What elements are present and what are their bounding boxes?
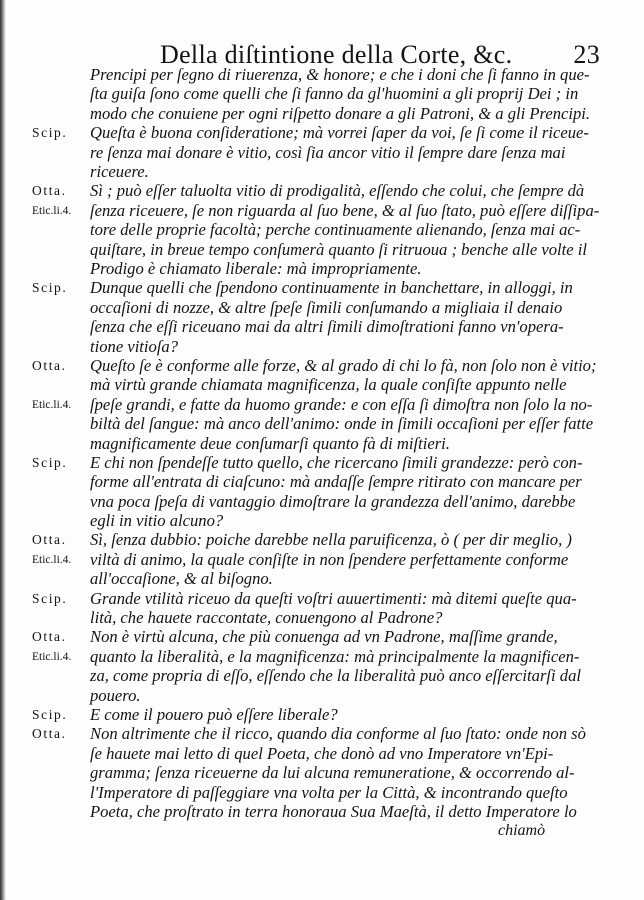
text-line: forme all'entrata di ciaſcuno: mà andaſſe ſempre ritirato con mancare per xyxy=(90,472,582,491)
text-line: za, come propria di eſſo, eſſendo che la liberalità può anco eſſercitarſi dal xyxy=(90,666,581,685)
text-line: egli in vitio alcuno? xyxy=(90,511,224,530)
margin-reference: Etic.li.4. xyxy=(32,205,72,217)
speaker-label: Scip. xyxy=(32,125,68,140)
text-line: Non è virtù alcuna, che più conuenga ad vn Padrone, maſſime grande, xyxy=(90,627,558,646)
speaker-label: Scip. xyxy=(32,707,68,722)
catchword: chiamò xyxy=(498,822,546,839)
text-line: vna poca ſpeſa di vantaggio dimoſtrare la grandezza dell'animo, darebbe xyxy=(90,492,576,511)
speaker-label: Otta. xyxy=(32,532,67,547)
text-line: E chi non ſpendeſſe tutto quello, che ricercano ſimili grandezze: però con- xyxy=(90,453,583,472)
text-line: quanto la liberalità, e la magnificenza: mà principalmente la magnificen- xyxy=(90,647,580,666)
text-line: occaſioni di nozze, & altre ſpeſe ſimili conſumando a migliaia il denaio xyxy=(90,298,563,317)
text-line: l'Imperatore di paſſeggiare vna volta per la Città, & incontrando queſto xyxy=(90,783,568,802)
text-line: gramma; ſenza riceuerne da lui alcuna remuneratione, & occorrendo al- xyxy=(90,763,575,782)
binding-shadow xyxy=(0,0,6,900)
text-line: Non altrimente che il ricco, quando dia conforme al ſuo ſtato: onde non sò xyxy=(90,724,586,743)
margin-reference: Etic.li.4. xyxy=(32,399,72,411)
text-line: E come il pouero può eſſere liberale? xyxy=(90,705,338,724)
text-line: tione vitioſa? xyxy=(90,337,179,356)
text-line: Queſta è buona conſideratione; mà vorrei ſaper da voi, ſe ſi come il riceue- xyxy=(90,123,589,142)
text-line: ſenza riceuere, ſe non riguarda al ſuo bene, & al ſuo ſtato, può eſſere diſſipa- xyxy=(90,201,600,220)
text-line: re ſenza mai donare è vitio, così ſia ancor vitio il ſempre dare ſenza mai xyxy=(90,143,566,162)
speaker-label: Scip. xyxy=(32,591,68,606)
text-line: ſpeſe grandi, e fatte da huomo grande: e con eſſa ſi dimoſtra non ſolo la no- xyxy=(90,395,593,414)
speaker-label: Otta. xyxy=(32,629,67,644)
text-line: magnificamente deue conſumarſi quanto fà di miſtieri. xyxy=(90,434,450,453)
text-line: Prencipi per ſegno di riuerenza, & honore; e che i doni che ſi fanno in que- xyxy=(90,65,590,84)
text-line: ſe hauete mai letto di quel Poeta, che donò ad vno Imperatore vn'Epi- xyxy=(90,744,554,763)
running-title: Della diſtintione della Corte, &c. xyxy=(160,40,513,69)
text-line: Queſto ſe è conforme alle forze, & al grado di chi lo fà, non ſolo non è vitio; xyxy=(90,356,597,375)
speaker-label: Otta. xyxy=(32,358,67,373)
page-number: 23 xyxy=(573,40,600,69)
margin-reference: Etic.li.4. xyxy=(32,554,72,566)
text-line: Grande vtilità riceuo da queſti voſtri auuertimenti: mà ditemi queſte qua- xyxy=(90,589,577,608)
text-line: tore delle proprie facoltà; perche continuamente alienando, ſenza mai ac- xyxy=(90,220,581,239)
text-line: Sì ; può eſſer taluolta vitio di prodigalità, eſſendo che colui, che ſempre dà xyxy=(90,181,585,200)
text-line: Poeta, che proſtrato in terra honoraua Sua Maeſtà, il detto Imperatore lo xyxy=(90,802,577,821)
text-line: viltà di animo, la quale conſiſte in non ſpendere perfettamente conforme xyxy=(90,550,569,569)
text-line: all'occaſione, & al biſogno. xyxy=(90,569,273,588)
text-line: biltà del ſangue: mà anco dell'animo: onde in ſimili occaſioni per eſſer fatte xyxy=(90,414,594,433)
text-line: mà virtù grande chiamata magnificenza, la quale conſiſte appunto nelle xyxy=(90,375,567,394)
speaker-label: Otta. xyxy=(32,726,67,741)
text-line: Prodigo è chiamato liberale: mà impropriamente. xyxy=(90,259,422,278)
text-line: pouero. xyxy=(90,686,141,705)
text-line: ſenza che eſſi riceuano mai da altri ſimili dimoſtrationi fanno vn'opera- xyxy=(90,317,564,336)
speaker-label: Otta. xyxy=(32,183,67,198)
text-line: Sì, ſenza dubbio: poiche darebbe nella paruificenza, ò ( per dir meglio, ) xyxy=(90,530,572,549)
margin-reference: Etic.li.4. xyxy=(32,651,72,663)
text-line: modo che conuiene per ogni riſpetto donare a gli Patroni, & a gli Prencipi. xyxy=(90,104,591,123)
text-line: Dunque quelli che ſpendono continuamente in banchettare, in alloggi, in xyxy=(90,278,573,297)
text-line: riceuere. xyxy=(90,162,149,181)
text-line: quiſtare, in breue tempo conſumerà quanto ſi ritruoua ; benche alle volte il xyxy=(90,240,587,259)
text-line: lità, che hauete raccontate, conuengono al Padrone? xyxy=(90,608,443,627)
text-line: ſta guiſa ſono come quelli che ſi fanno da gl'huomini a gli proprij Dei ; in xyxy=(90,84,579,103)
speaker-label: Scip. xyxy=(32,280,68,295)
speaker-label: Scip. xyxy=(32,455,68,470)
